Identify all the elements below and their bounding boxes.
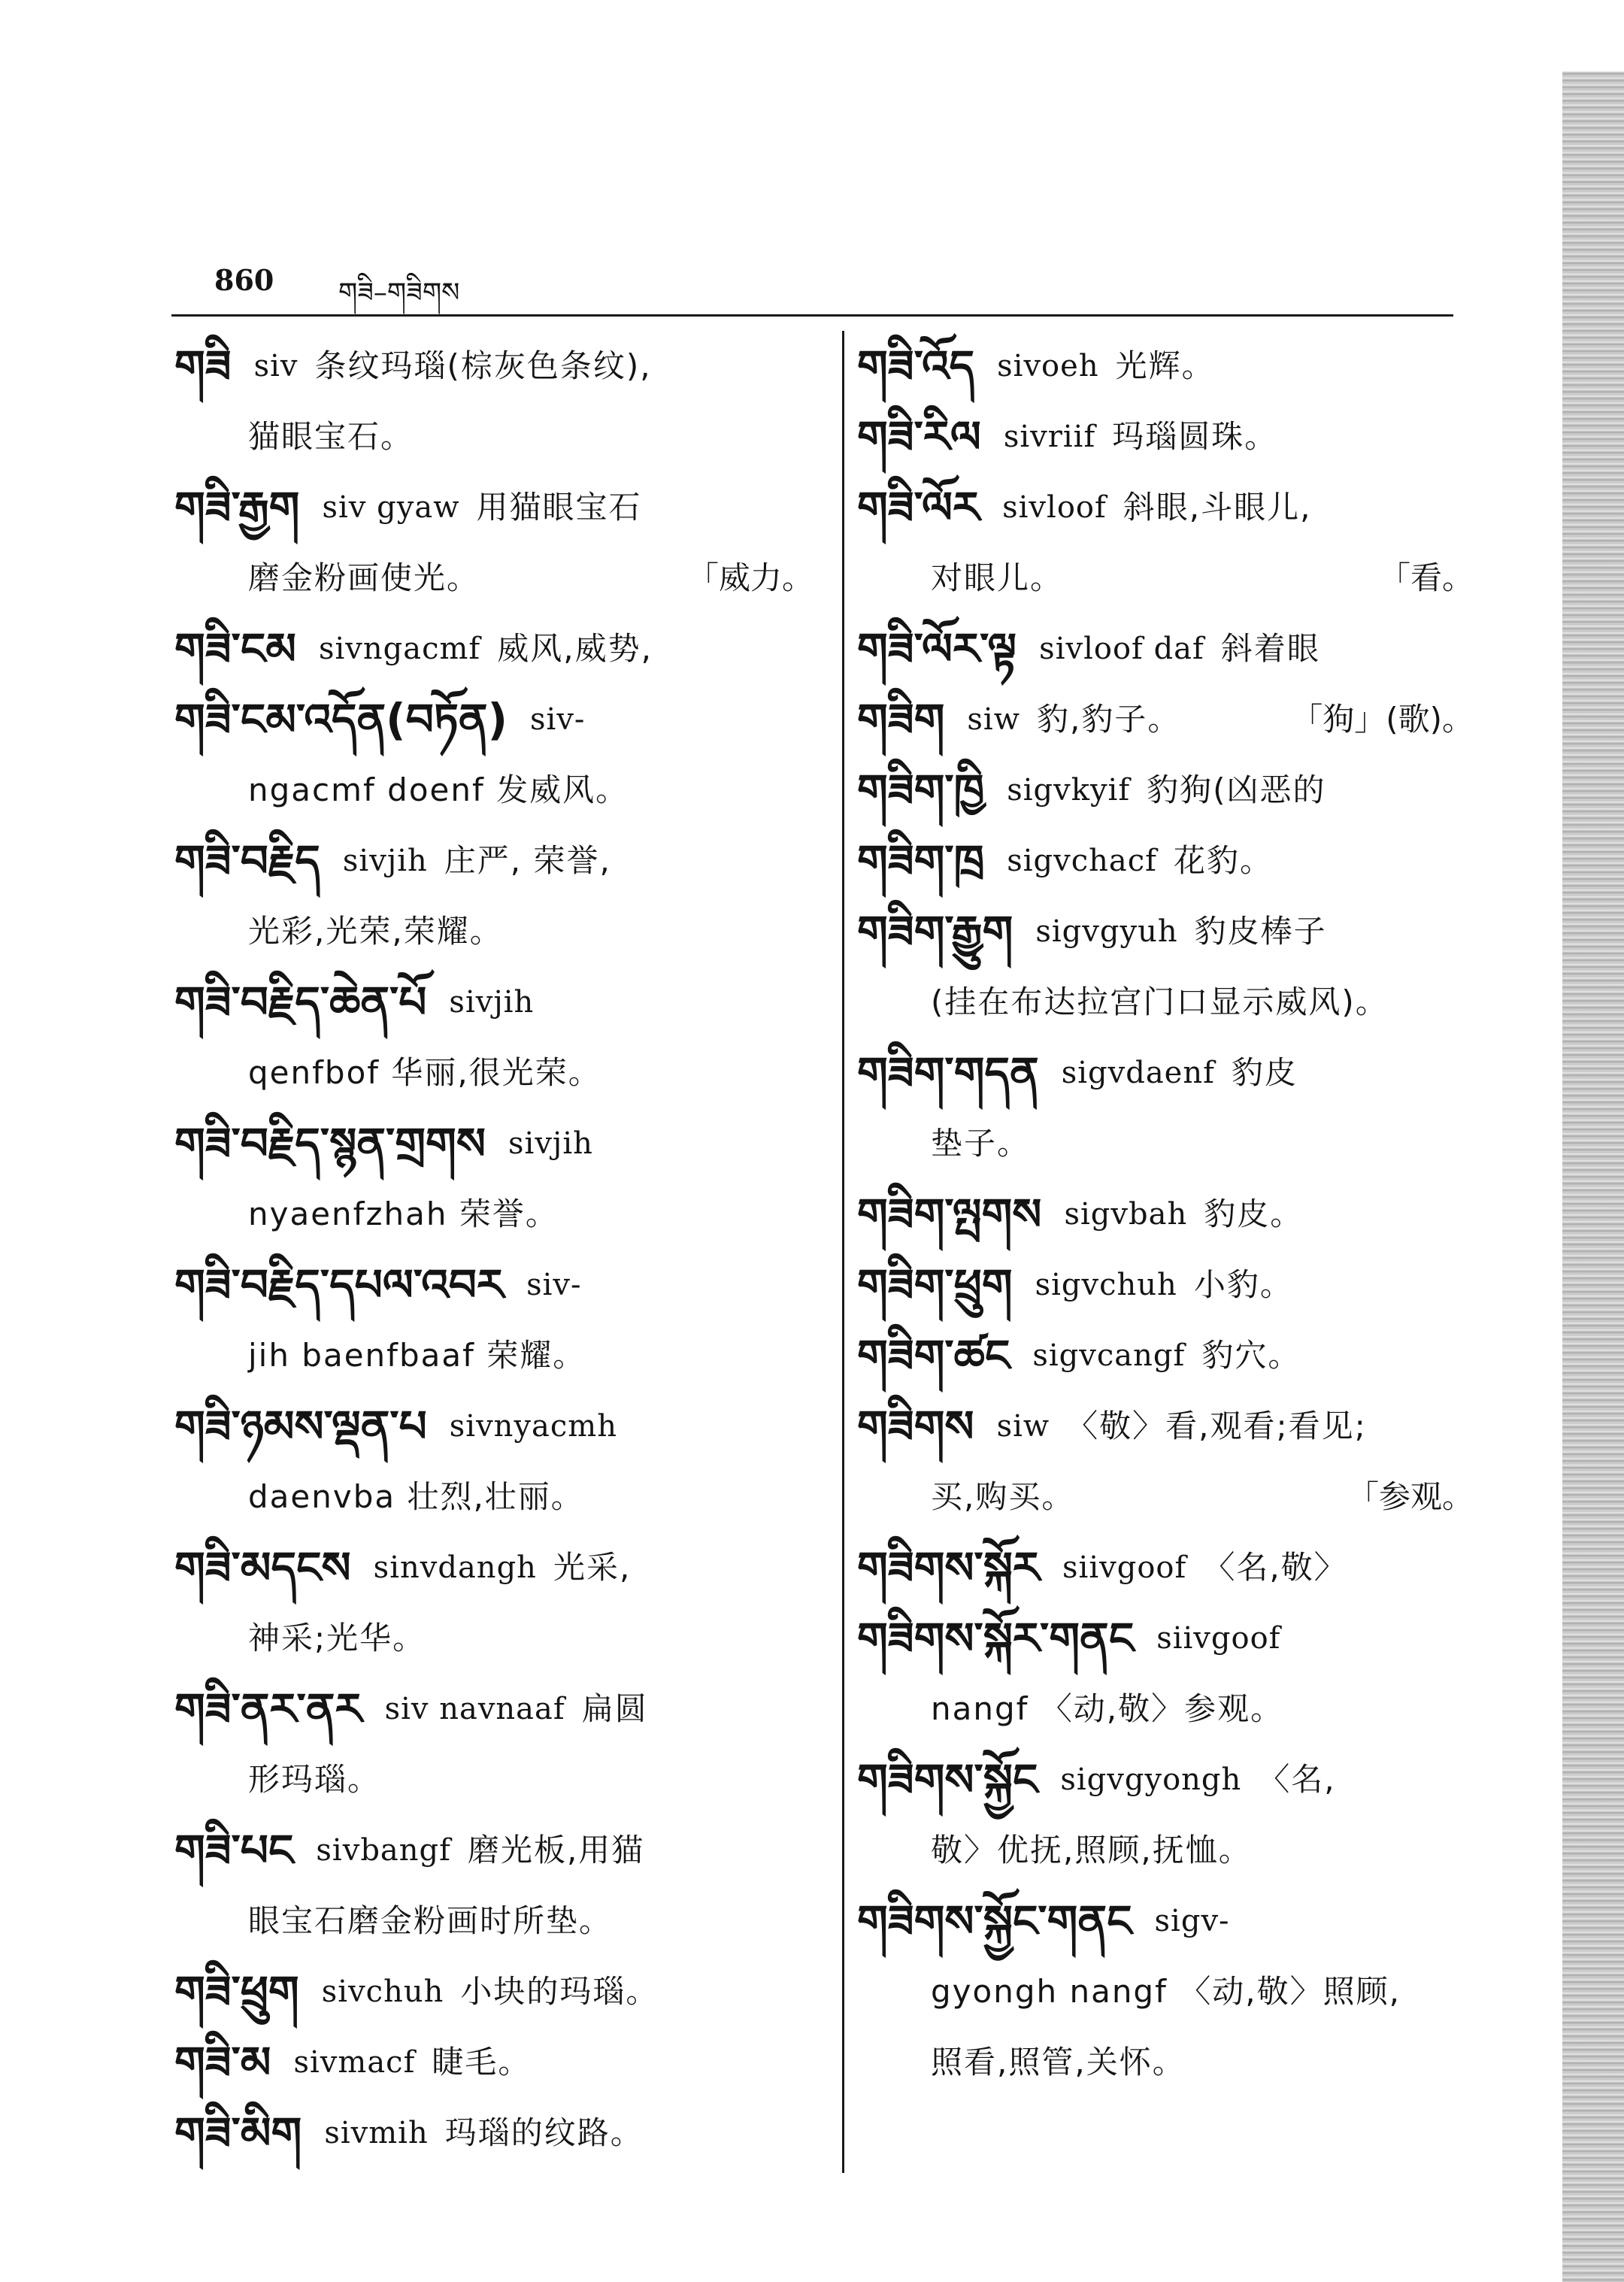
entry-headline (857, 1179, 1474, 1250)
entry-tibetan: གཟིག་ཁྲ (857, 835, 985, 886)
entry-tibetan: གཟི་འོད (857, 341, 975, 392)
entry-romanization: sivnyacmh (449, 1409, 617, 1444)
entry-continuation-text: qenfbof 华丽,很光荣。 (248, 1054, 601, 1091)
entry-continuation-text: 形玛瑙。 (248, 1761, 381, 1798)
entry-tibetan: གཟི་མདངས (174, 1542, 351, 1593)
dictionary-entry (174, 472, 814, 614)
entry-headline (174, 967, 814, 1038)
entry-tibetan: གཟིགས་སྐྱོང (857, 1754, 1038, 1805)
entry-headline (857, 1744, 1474, 1815)
entry-romanization: sigvgyongh (1060, 1762, 1242, 1797)
entry-headline (857, 614, 1474, 684)
dictionary-entry (857, 1038, 1474, 1179)
entry-headline (857, 826, 1474, 896)
entry-tibetan: གཟི་ཉམས་ལྡན་པ (174, 1401, 427, 1452)
entry-gloss: 睫毛。 (432, 2044, 532, 2080)
entry-romanization: sigvchacf (1007, 844, 1157, 878)
entry-headline (857, 1250, 1474, 1320)
entry-romanization: siv navnaaf (384, 1692, 565, 1726)
dictionary-entry (174, 826, 814, 967)
entry-continuation-text: nyaenfzhah 荣誉。 (248, 1196, 559, 1232)
entry-continuation (174, 1886, 814, 1956)
entry-romanization: siivgoof (1062, 1550, 1187, 1585)
dictionary-entry (857, 1250, 1474, 1320)
entry-gloss: 斜眼,斗眼儿, (1123, 489, 1312, 526)
entry-romanization: sivloof (1002, 490, 1107, 525)
entry-tibetan: གཟི་མིག (174, 2108, 302, 2159)
entry-romanization: sivoeh (997, 349, 1099, 383)
entry-continuation-text: ngacmf doenf 发威风。 (248, 771, 629, 808)
entry-tibetan: གཟི་མ (174, 2037, 271, 2088)
entry-tibetan: གཟིགས་སྐོར (857, 1542, 1041, 1593)
entry-romanization: sinvdangh (373, 1550, 537, 1585)
entry-tibetan: གཟི (174, 341, 232, 392)
entry-headline (174, 1108, 814, 1179)
entry-headline (174, 2027, 814, 2098)
entry-continuation (857, 1674, 1474, 1744)
entry-headline (857, 331, 1474, 402)
entry-tibetan: གཟི་ངམ་འདོན(བཏོན) (174, 694, 508, 745)
entry-romanization: sivjih (449, 985, 535, 1020)
entry-continuation (174, 402, 814, 472)
entry-continuation-text: 神采;光华。 (248, 1620, 426, 1656)
entry-headline (857, 1532, 1474, 1603)
entry-gloss: 条纹玛瑙(棕灰色条纹), (314, 347, 652, 384)
dictionary-entry (857, 826, 1474, 896)
entry-tibetan: གཟི་རྒྱག (174, 482, 300, 533)
entry-continuation (174, 1603, 814, 1674)
entry-tibetan: གཟི་བརྗིད་སྙན་གྲགས (174, 1118, 486, 1169)
entry-gloss: 豹狗(凶恶的 (1147, 771, 1326, 808)
entry-gloss: 花豹。 (1173, 842, 1273, 879)
entry-tibetan: གཟི་པང (174, 1825, 294, 1876)
entry-continuation (857, 1815, 1474, 1886)
dictionary-entry (857, 1320, 1474, 1391)
dictionary-entry (174, 1956, 814, 2027)
entry-tibetan: གཟི་རིལ (857, 411, 981, 462)
entry-gloss: 小豹。 (1193, 1266, 1293, 1303)
entry-gloss: 磨光板,用猫 (467, 1832, 645, 1868)
running-head: གཟི–གཟིགས (338, 277, 460, 308)
entry-continuation (174, 1320, 814, 1391)
entry-continuation-text: 对眼儿。 (931, 559, 1064, 596)
entry-continuation (857, 543, 1474, 614)
entry-headline (174, 1391, 814, 1462)
entry-continuation (174, 1179, 814, 1250)
entry-headline (857, 1391, 1474, 1462)
entry-tibetan: གཟིག་ཁྱི (857, 765, 985, 816)
dictionary-entry (857, 896, 1474, 1038)
entry-headline (174, 2098, 814, 2168)
entry-romanization: sivmih (324, 2116, 429, 2150)
dictionary-entry (857, 1886, 1474, 2098)
dictionary-entry (174, 331, 814, 472)
column-divider (842, 331, 844, 2173)
entry-continuation (174, 755, 814, 826)
entry-romanization: siw (996, 1409, 1050, 1444)
entry-gloss: 豹皮 (1231, 1054, 1298, 1091)
entry-continuation-text: 照看,照管,关怀。 (931, 2044, 1186, 2080)
entry-continuation-text: 敬〉优抚,照顾,抚恤。 (931, 1832, 1252, 1868)
entry-continuation-text: gyongh nangf 〈动,敬〉照顾, (931, 1973, 1401, 2010)
entry-side-note: 「参观。 (1347, 1478, 1474, 1515)
entry-romanization: sigvcangf (1032, 1338, 1186, 1373)
entry-continuation-text: 买,购买。 (931, 1478, 1075, 1515)
entry-tibetan: གཟིག་ཚང (857, 1330, 1010, 1381)
entry-romanization: sivjih (508, 1126, 593, 1161)
entry-headline (174, 1250, 814, 1320)
dictionary-entry (857, 472, 1474, 614)
entry-tibetan: གཟི་བརྗིད (174, 835, 320, 886)
entry-headline (174, 472, 814, 543)
dictionary-entry (174, 1391, 814, 1532)
entry-continuation-text: 光彩,光荣,荣耀。 (248, 913, 503, 950)
page-edge-shadow (1562, 71, 1624, 2282)
dictionary-entry (174, 1815, 814, 1956)
entry-romanization: sigvbah (1064, 1197, 1188, 1232)
dictionary-entry (174, 2027, 814, 2098)
entry-gloss: 斜着眼 (1220, 630, 1320, 667)
entry-romanization: sigv- (1154, 1904, 1230, 1938)
entry-headline (174, 826, 814, 896)
entry-continuation (857, 1462, 1474, 1532)
right-column (857, 331, 1474, 2098)
entry-tibetan: གཟིག་ཕྲུག (857, 1259, 1013, 1311)
entry-headline (857, 1320, 1474, 1391)
dictionary-entry (857, 1744, 1474, 1886)
entry-romanization: sivloof daf (1039, 632, 1204, 666)
dictionary-entry (174, 684, 814, 826)
header-rule (171, 314, 1453, 317)
dictionary-entry (857, 1603, 1474, 1744)
entry-gloss: 扁圆 (581, 1690, 648, 1727)
entry-romanization: siv- (530, 702, 586, 737)
entry-continuation (857, 1956, 1474, 2027)
entry-romanization: sigvchuh (1035, 1268, 1177, 1302)
entry-continuation (174, 1038, 814, 1108)
dictionary-entry (857, 684, 1474, 755)
entry-romanization: sivchuh (321, 1974, 444, 2009)
entry-tibetan: གཟིག་ལྤགས (857, 1189, 1042, 1240)
entry-tibetan: གཟི་བརྗིད་ཆེན་པོ (174, 977, 427, 1028)
entry-romanization: siv- (526, 1268, 582, 1302)
entry-gloss: 〈名,敬〉 (1203, 1549, 1347, 1586)
entry-tibetan: གཟི་ལོར (857, 482, 980, 533)
entry-tibetan: གཟིག (857, 694, 945, 745)
entry-continuation-text: nangf 〈动,敬〉参观。 (931, 1690, 1284, 1727)
entry-continuation-text: 眼宝石磨金粉画时所垫。 (248, 1902, 613, 1939)
entry-continuation (174, 543, 814, 614)
entry-continuation-text: jih baenfbaaf 荣耀。 (248, 1337, 586, 1374)
entry-gloss: 〈敬〉看,观看;看见; (1066, 1408, 1367, 1444)
entry-tibetan: གཟིག་གདན (857, 1047, 1039, 1099)
entry-tibetan: གཟིགས (857, 1401, 974, 1452)
entry-headline (174, 614, 814, 684)
entry-headline (174, 1956, 814, 2027)
entry-side-note: 「狗」(歌)。 (1291, 701, 1474, 738)
entry-tibetan: གཟི་ནར་ནར (174, 1683, 362, 1735)
entry-gloss: 庄严, 荣誉, (444, 842, 611, 879)
entry-tibetan: གཟིགས་སྐོར་གནང (857, 1613, 1135, 1664)
dictionary-entry (857, 1179, 1474, 1250)
entry-headline (857, 684, 1474, 755)
entry-gloss: 豹皮。 (1204, 1196, 1304, 1232)
page-number: 860 (214, 263, 274, 297)
entry-continuation-text: 垫子。 (931, 1125, 1031, 1162)
entry-continuation (174, 896, 814, 967)
dictionary-entry (857, 331, 1474, 402)
entry-gloss: 玛瑙的纹路。 (444, 2114, 644, 2151)
entry-romanization: sivjih (342, 844, 428, 878)
dictionary-entry (857, 755, 1474, 826)
entry-headline (174, 1815, 814, 1886)
entry-continuation-text: 磨金粉画使光。 (248, 559, 480, 596)
entry-tibetan: གཟི་ཕྲུག (174, 1966, 299, 2017)
dictionary-entry (857, 614, 1474, 684)
entry-continuation-text: daenvba 壮烈,壮丽。 (248, 1478, 584, 1515)
entry-romanization: sivngacmf (318, 632, 481, 666)
entry-headline (174, 684, 814, 755)
entry-tibetan: གཟི་ལོར་ལྟ (857, 623, 1017, 674)
dictionary-entry (174, 1674, 814, 1815)
entry-headline (174, 1674, 814, 1744)
entry-tibetan: གཟི་ངམ (174, 623, 296, 674)
entry-romanization: sivriif (1003, 420, 1096, 454)
entry-romanization: siw (967, 702, 1020, 737)
entry-gloss: 光辉。 (1115, 347, 1215, 384)
entry-gloss: 豹,豹子。 (1036, 701, 1181, 738)
entry-gloss: 豹皮棒子 (1194, 913, 1327, 950)
entry-continuation (857, 2027, 1474, 2098)
entry-gloss: 玛瑙圆珠。 (1112, 418, 1278, 455)
entry-tibetan: གཟིགས་སྐྱོང་གནང (857, 1896, 1132, 1947)
dictionary-entry (174, 1250, 814, 1391)
left-column (174, 331, 814, 2168)
dictionary-entry (174, 1108, 814, 1250)
dictionary-entry (174, 2098, 814, 2168)
entry-headline (857, 1886, 1474, 1956)
entry-side-note: 「威力。 (686, 559, 814, 596)
entry-headline (857, 1038, 1474, 1108)
entry-headline (857, 1603, 1474, 1674)
entry-romanization: sigvkyif (1007, 773, 1131, 808)
entry-gloss: 小块的玛瑙。 (460, 1973, 659, 2010)
entry-romanization: sivbangf (316, 1833, 451, 1868)
entry-romanization: siv gyaw (322, 490, 460, 525)
entry-headline (857, 755, 1474, 826)
entry-side-note: 「看。 (1378, 559, 1474, 596)
entry-gloss: 用猫眼宝石 (476, 489, 642, 526)
entry-headline (174, 1532, 814, 1603)
entry-continuation (174, 1744, 814, 1815)
entry-headline (857, 896, 1474, 967)
entry-continuation (857, 1108, 1474, 1179)
dictionary-entry (857, 1391, 1474, 1532)
entry-continuation-text: (挂在布达拉宫门口显示威风)。 (931, 983, 1389, 1020)
dictionary-entry (174, 967, 814, 1108)
entry-gloss: 威风,威势, (497, 630, 653, 667)
entry-headline (857, 472, 1474, 543)
entry-romanization: sigvgyuh (1035, 914, 1178, 949)
entry-headline (174, 331, 814, 402)
dictionary-entry (857, 402, 1474, 472)
entry-headline (857, 402, 1474, 472)
dictionary-entry (174, 614, 814, 684)
entry-romanization: sivmacf (293, 2045, 416, 2080)
dictionary-entry (857, 1532, 1474, 1603)
dictionary-entry (174, 1532, 814, 1674)
entry-gloss: 光采, (553, 1549, 632, 1586)
entry-tibetan: གཟི་བརྗིད་དཔལ་འབར (174, 1259, 504, 1311)
entry-romanization: siivgoof (1156, 1621, 1281, 1656)
entry-romanization: sigvdaenf (1061, 1056, 1215, 1090)
entry-continuation (174, 1462, 814, 1532)
entry-continuation-text: 猫眼宝石。 (248, 418, 414, 455)
entry-gloss: 豹穴。 (1201, 1337, 1301, 1374)
entry-continuation (857, 967, 1474, 1038)
entry-tibetan: གཟིག་རྒྱུག (857, 906, 1013, 957)
entry-romanization: siv (253, 349, 298, 383)
entry-gloss: 〈名, (1258, 1761, 1336, 1798)
